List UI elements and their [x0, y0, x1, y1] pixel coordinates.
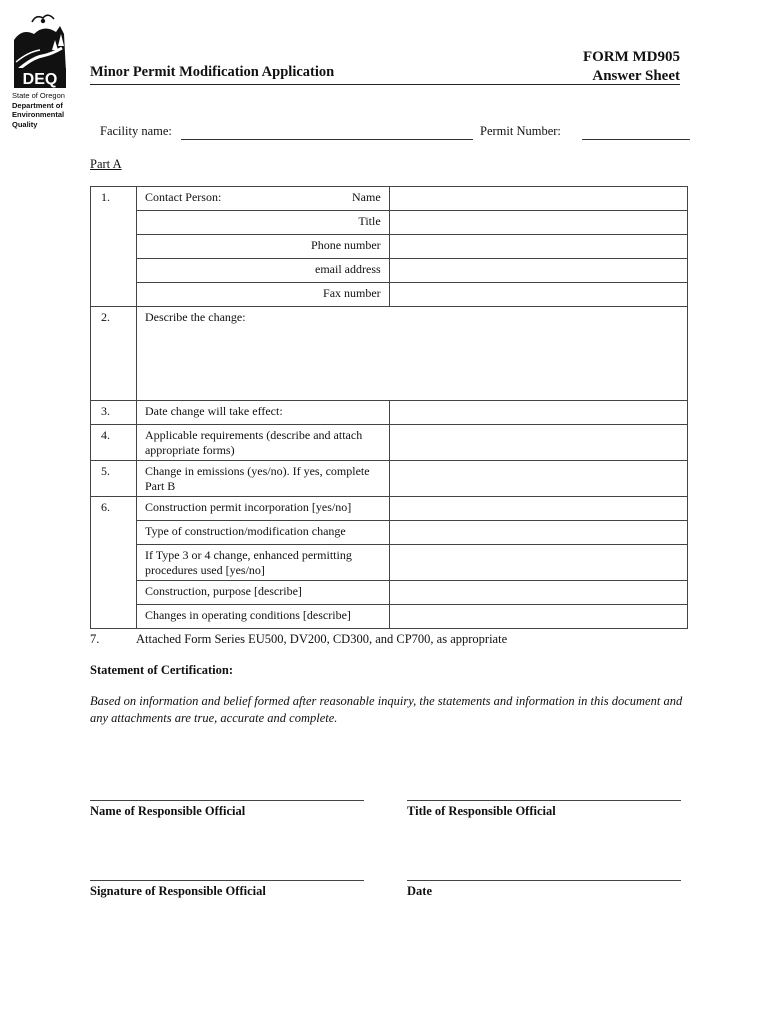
facility-name-label: Facility name:: [100, 124, 172, 138]
contact-title-label: Title: [136, 211, 389, 235]
applicable-requirements-label: Applicable requirements (describe and attach appropriate forms): [136, 425, 389, 461]
contact-row-label: [136, 187, 389, 211]
item-number: 4.: [91, 425, 137, 461]
modification-type-label: Type of construction/modification change: [136, 521, 389, 545]
table-row: [91, 401, 688, 425]
item-number: 1.: [91, 187, 137, 307]
table-row: [91, 235, 688, 259]
form-subtitle: Answer Sheet: [592, 68, 680, 84]
effective-date-label: Date change will take effect:: [136, 401, 389, 425]
contact-person-label: Contact Person:: [144, 190, 222, 204]
deq-logo: [12, 10, 72, 129]
official-signature-field[interactable]: [90, 880, 364, 881]
contact-phone-field[interactable]: [389, 235, 687, 259]
operating-conditions-field[interactable]: [389, 605, 687, 629]
table-row: [91, 581, 688, 605]
title-divider: [90, 84, 680, 85]
construction-purpose-label: Construction, purpose [describe]: [136, 581, 389, 605]
part-a-heading: Part A: [90, 157, 122, 171]
contact-name-label: Name: [352, 190, 381, 204]
table-row: [91, 425, 688, 461]
date-label: Date: [407, 884, 432, 898]
item-number: 5.: [91, 461, 137, 497]
table-row: [91, 545, 688, 581]
table-row: [91, 187, 688, 211]
facility-name-field[interactable]: [181, 139, 473, 140]
construction-permit-field[interactable]: [389, 497, 687, 521]
certification-title: Statement of Certification:: [90, 663, 234, 677]
table-row: [91, 521, 688, 545]
enhanced-permitting-label: If Type 3 or 4 change, enhanced permitting procedures used [yes/no]: [136, 545, 389, 581]
emissions-change-label: Change in emissions (yes/no). If yes, complete Part B: [136, 461, 389, 497]
certification-text: Based on information and belief formed after reasonable inquiry, the statements and information in this document and any attachments are true, accurate and complete.: [90, 694, 683, 725]
form-number: FORM MD905: [582, 49, 680, 65]
construction-permit-label: Construction permit incorporation [yes/no]: [136, 497, 389, 521]
page-title: Minor Permit Modification Application: [90, 64, 335, 80]
contact-fax-field[interactable]: [389, 283, 687, 307]
applicable-requirements-field[interactable]: [389, 425, 687, 461]
item7-text: Attached Form Series EU500, DV200, CD300, and CP700, as appropriate: [136, 632, 508, 646]
form-identifier: [583, 48, 680, 86]
date-field[interactable]: [407, 880, 681, 881]
modification-type-field[interactable]: [389, 521, 687, 545]
agency-name: [12, 91, 72, 129]
item-number: 6.: [91, 497, 137, 629]
contact-phone-label: Phone number: [136, 235, 389, 259]
enhanced-permitting-field[interactable]: [389, 545, 687, 581]
agency-line-state: State of Oregon: [12, 91, 65, 100]
item-number: 2.: [91, 307, 137, 401]
deq-logo-text: DEQ: [22, 71, 58, 88]
table-row: [91, 605, 688, 629]
item7-number: 7.: [90, 632, 100, 646]
official-title-label: Title of Responsible Official: [407, 804, 556, 818]
contact-name-field[interactable]: [389, 187, 687, 211]
official-name-field[interactable]: [90, 800, 364, 801]
official-title-field[interactable]: [407, 800, 681, 801]
emissions-change-field[interactable]: [389, 461, 687, 497]
contact-fax-label: Fax number: [136, 283, 389, 307]
operating-conditions-label: Changes in operating conditions [describe]: [136, 605, 389, 629]
table-row: [91, 259, 688, 283]
table-row: [91, 461, 688, 497]
contact-email-field[interactable]: [389, 259, 687, 283]
construction-purpose-field[interactable]: [389, 581, 687, 605]
describe-change-label: Describe the change:: [144, 310, 246, 324]
agency-line-dept: Department of: [12, 100, 63, 110]
describe-change-field[interactable]: [136, 307, 687, 401]
contact-email-label: email address: [136, 259, 389, 283]
agency-line-quality: Quality: [12, 119, 38, 129]
table-row: [91, 307, 688, 401]
table-row: [91, 497, 688, 521]
part-a-table: [90, 186, 688, 629]
permit-number-label: Permit Number:: [480, 124, 561, 138]
effective-date-field[interactable]: [389, 401, 687, 425]
table-row: [91, 211, 688, 235]
permit-number-field[interactable]: [582, 139, 690, 140]
table-row: [91, 283, 688, 307]
oregon-landscape-logo-icon: [12, 10, 68, 88]
contact-title-field[interactable]: [389, 211, 687, 235]
item-number: 3.: [91, 401, 137, 425]
agency-line-env: Environmental: [12, 110, 65, 119]
official-name-label: Name of Responsible Official: [90, 804, 246, 818]
official-signature-label: Signature of Responsible Official: [90, 884, 266, 898]
